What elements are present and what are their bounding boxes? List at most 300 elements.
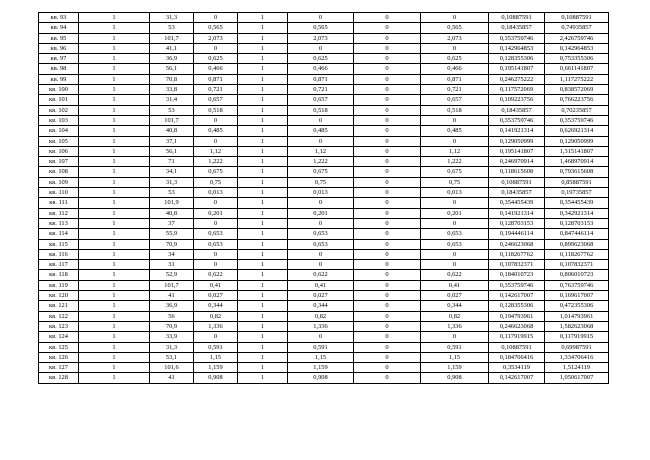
area-cell: 33,9 — [150, 332, 194, 342]
zero-cell: 0 — [354, 115, 421, 125]
zero-cell: 0 — [354, 239, 421, 249]
coef-cell: 1 — [238, 157, 288, 167]
value3-cell: 0 — [421, 218, 489, 228]
share-cell: 0,353759746 — [489, 33, 545, 43]
coef-cell: 1 — [238, 105, 288, 115]
table-row — [39, 229, 609, 239]
share-cell: 0,118267762 — [489, 249, 545, 259]
value3-cell: 0 — [421, 13, 489, 23]
value2-cell: 0,653 — [288, 239, 354, 249]
apartment-cell: кв. 122 — [39, 311, 79, 321]
share-cell: 0,195141807 — [489, 64, 545, 74]
share-cell: 0,3534119 — [489, 363, 545, 373]
coef-cell: 1 — [238, 167, 288, 177]
area-cell: 31,3 — [150, 342, 194, 352]
value2-cell: 0,657 — [288, 95, 354, 105]
value-cell: 0,027 — [194, 291, 238, 301]
table-row — [39, 321, 609, 331]
zero-cell: 0 — [354, 146, 421, 156]
value-cell: 0,82 — [194, 311, 238, 321]
area-cell: 37 — [150, 218, 194, 228]
coef-cell: 1 — [238, 218, 288, 228]
total-cell: 0,353759746 — [545, 115, 609, 125]
zero-cell: 0 — [354, 291, 421, 301]
total-cell: 0,10887591 — [545, 13, 609, 23]
zero-cell: 0 — [354, 321, 421, 331]
table-row — [39, 95, 609, 105]
total-cell: 0,129050999 — [545, 136, 609, 146]
value-cell: 0 — [194, 136, 238, 146]
apartment-cell: кв. 125 — [39, 342, 79, 352]
value2-cell: 0,622 — [288, 270, 354, 280]
value-cell: 1,159 — [194, 363, 238, 373]
area-cell: 41 — [150, 373, 194, 383]
value3-cell: 0,41 — [421, 280, 489, 290]
total-cell: 0,70235857 — [545, 105, 609, 115]
total-cell: 0,85887591 — [545, 177, 609, 187]
share-cell: 0,10887591 — [489, 13, 545, 23]
total-cell: 0,847446114 — [545, 229, 609, 239]
apartment-cell: кв. 99 — [39, 74, 79, 84]
zero-cell: 0 — [354, 177, 421, 187]
table-row — [39, 373, 609, 383]
value-cell: 1,222 — [194, 157, 238, 167]
count-cell: 1 — [79, 126, 150, 136]
value-cell: 0 — [194, 332, 238, 342]
value3-cell: 0,622 — [421, 270, 489, 280]
coef-cell: 1 — [238, 352, 288, 362]
coef-cell: 1 — [238, 13, 288, 23]
table-row — [39, 64, 609, 74]
value3-cell: 0,565 — [421, 23, 489, 33]
total-cell: 0,69987591 — [545, 342, 609, 352]
area-cell: 101,7 — [150, 115, 194, 125]
count-cell: 1 — [79, 136, 150, 146]
apartment-cell: кв. 106 — [39, 146, 79, 156]
value2-cell: 0 — [288, 260, 354, 270]
zero-cell: 0 — [354, 208, 421, 218]
share-cell: 0,194793961 — [489, 311, 545, 321]
apartment-cell: кв. 123 — [39, 321, 79, 331]
zero-cell: 0 — [354, 311, 421, 321]
coef-cell: 1 — [238, 23, 288, 33]
value-cell: 0 — [194, 218, 238, 228]
total-cell: 1,334706416 — [545, 352, 609, 362]
coef-cell: 1 — [238, 85, 288, 95]
value2-cell: 0 — [288, 249, 354, 259]
apartment-cell: кв. 117 — [39, 260, 79, 270]
zero-cell: 0 — [354, 373, 421, 383]
value3-cell: 0 — [421, 260, 489, 270]
zero-cell: 0 — [354, 95, 421, 105]
value3-cell: 0,344 — [421, 301, 489, 311]
apartment-cell: кв. 119 — [39, 280, 79, 290]
total-cell: 0,763759746 — [545, 280, 609, 290]
share-cell: 0,142617007 — [489, 291, 545, 301]
coef-cell: 1 — [238, 43, 288, 53]
zero-cell: 0 — [354, 74, 421, 84]
coef-cell: 1 — [238, 115, 288, 125]
apartment-cell: кв. 124 — [39, 332, 79, 342]
total-cell: 0,838572069 — [545, 85, 609, 95]
share-cell: 0,195141807 — [489, 146, 545, 156]
zero-cell: 0 — [354, 43, 421, 53]
count-cell: 1 — [79, 301, 150, 311]
total-cell: 0,107832371 — [545, 260, 609, 270]
value-cell: 0,625 — [194, 54, 238, 64]
count-cell: 1 — [79, 229, 150, 239]
value-cell: 0,565 — [194, 23, 238, 33]
area-cell: 31,3 — [150, 13, 194, 23]
value-cell: 1,336 — [194, 321, 238, 331]
coef-cell: 1 — [238, 373, 288, 383]
zero-cell: 0 — [354, 229, 421, 239]
apartment-cell: кв. 104 — [39, 126, 79, 136]
total-cell: 1,582623068 — [545, 321, 609, 331]
area-cell: 53 — [150, 188, 194, 198]
zero-cell: 0 — [354, 260, 421, 270]
value3-cell: 0,75 — [421, 177, 489, 187]
table-row — [39, 363, 609, 373]
count-cell: 1 — [79, 311, 150, 321]
coef-cell: 1 — [238, 249, 288, 259]
coef-cell: 1 — [238, 291, 288, 301]
table-row — [39, 74, 609, 84]
total-cell: 2,426759746 — [545, 33, 609, 43]
area-cell: 52,9 — [150, 270, 194, 280]
count-cell: 1 — [79, 74, 150, 84]
zero-cell: 0 — [354, 23, 421, 33]
share-cell: 0,117572069 — [489, 85, 545, 95]
value2-cell: 1,159 — [288, 363, 354, 373]
count-cell: 1 — [79, 146, 150, 156]
table-row — [39, 218, 609, 228]
apartment-cell: кв. 111 — [39, 198, 79, 208]
total-cell: 0,169617007 — [545, 291, 609, 301]
zero-cell: 0 — [354, 249, 421, 259]
zero-cell: 0 — [354, 363, 421, 373]
value3-cell: 0,625 — [421, 54, 489, 64]
count-cell: 1 — [79, 43, 150, 53]
area-cell: 53 — [150, 23, 194, 33]
area-cell: 56,1 — [150, 146, 194, 156]
share-cell: 0,184706416 — [489, 352, 545, 362]
zero-cell: 0 — [354, 301, 421, 311]
value2-cell: 0,201 — [288, 208, 354, 218]
total-cell: 1,5124119 — [545, 363, 609, 373]
share-cell: 0,142964853 — [489, 43, 545, 53]
value3-cell: 0,653 — [421, 229, 489, 239]
coef-cell: 1 — [238, 136, 288, 146]
value3-cell: 1,12 — [421, 146, 489, 156]
value3-cell: 0,201 — [421, 208, 489, 218]
apartment-cell: кв. 94 — [39, 23, 79, 33]
zero-cell: 0 — [354, 33, 421, 43]
table-row — [39, 33, 609, 43]
count-cell: 1 — [79, 239, 150, 249]
value-cell: 0,653 — [194, 229, 238, 239]
value3-cell: 0,485 — [421, 126, 489, 136]
value-cell: 0,75 — [194, 177, 238, 187]
value3-cell: 0 — [421, 136, 489, 146]
count-cell: 1 — [79, 188, 150, 198]
share-cell: 0,18435857 — [489, 188, 545, 198]
coef-cell: 1 — [238, 95, 288, 105]
area-cell: 55,9 — [150, 229, 194, 239]
apartment-cell: кв. 112 — [39, 208, 79, 218]
coef-cell: 1 — [238, 188, 288, 198]
value2-cell: 1,15 — [288, 352, 354, 362]
value2-cell: 0,675 — [288, 167, 354, 177]
total-cell: 1,117275222 — [545, 74, 609, 84]
apartment-cell: кв. 126 — [39, 352, 79, 362]
apartment-cell: кв. 102 — [39, 105, 79, 115]
coef-cell: 1 — [238, 33, 288, 43]
value2-cell: 0,75 — [288, 177, 354, 187]
value3-cell: 0 — [421, 43, 489, 53]
share-cell: 0,184010723 — [489, 270, 545, 280]
apartment-cell: кв. 113 — [39, 218, 79, 228]
value-cell: 0,485 — [194, 126, 238, 136]
value3-cell: 1,159 — [421, 363, 489, 373]
count-cell: 1 — [79, 342, 150, 352]
area-cell: 34 — [150, 249, 194, 259]
area-cell: 70,9 — [150, 321, 194, 331]
value2-cell: 0 — [288, 136, 354, 146]
apartment-cell: кв. 105 — [39, 136, 79, 146]
value2-cell: 0,721 — [288, 85, 354, 95]
area-cell: 101,7 — [150, 33, 194, 43]
value-cell: 0,653 — [194, 239, 238, 249]
table-row — [39, 208, 609, 218]
table-row — [39, 23, 609, 33]
area-cell: 101,7 — [150, 280, 194, 290]
share-cell: 0,246275222 — [489, 74, 545, 84]
table-row — [39, 136, 609, 146]
area-cell: 70,8 — [150, 74, 194, 84]
total-cell: 1,315141807 — [545, 146, 609, 156]
count-cell: 1 — [79, 208, 150, 218]
count-cell: 1 — [79, 54, 150, 64]
zero-cell: 0 — [354, 280, 421, 290]
table-row — [39, 177, 609, 187]
value3-cell: 2,073 — [421, 33, 489, 43]
value2-cell: 2,073 — [288, 33, 354, 43]
count-cell: 1 — [79, 13, 150, 23]
table-row — [39, 54, 609, 64]
zero-cell: 0 — [354, 270, 421, 280]
zero-cell: 0 — [354, 167, 421, 177]
value2-cell: 0,485 — [288, 126, 354, 136]
share-cell: 0,142617007 — [489, 373, 545, 383]
share-cell: 0,141921314 — [489, 208, 545, 218]
value-cell: 0,201 — [194, 208, 238, 218]
total-cell: 0,661141807 — [545, 64, 609, 74]
value-cell: 0,657 — [194, 95, 238, 105]
value3-cell: 0 — [421, 249, 489, 259]
total-cell: 0,117919915 — [545, 332, 609, 342]
total-cell: 0,753355306 — [545, 54, 609, 64]
table-row — [39, 167, 609, 177]
value2-cell: 0 — [288, 198, 354, 208]
area-cell: 40,8 — [150, 126, 194, 136]
value2-cell: 0 — [288, 115, 354, 125]
value2-cell: 0,027 — [288, 291, 354, 301]
table-body — [39, 13, 609, 384]
count-cell: 1 — [79, 249, 150, 259]
coef-cell: 1 — [238, 301, 288, 311]
data-table — [38, 12, 609, 384]
value2-cell: 0,871 — [288, 74, 354, 84]
count-cell: 1 — [79, 332, 150, 342]
table-row — [39, 239, 609, 249]
value-cell: 0 — [194, 43, 238, 53]
count-cell: 1 — [79, 198, 150, 208]
share-cell: 0,18435857 — [489, 105, 545, 115]
coef-cell: 1 — [238, 177, 288, 187]
value-cell: 0 — [194, 260, 238, 270]
count-cell: 1 — [79, 115, 150, 125]
area-cell: 56 — [150, 311, 194, 321]
table-row — [39, 301, 609, 311]
value3-cell: 0,518 — [421, 105, 489, 115]
zero-cell: 0 — [354, 342, 421, 352]
count-cell: 1 — [79, 218, 150, 228]
value-cell: 0,721 — [194, 85, 238, 95]
value-cell: 0,344 — [194, 301, 238, 311]
document-page — [38, 12, 608, 384]
share-cell: 0,246623068 — [489, 321, 545, 331]
total-cell: 0,899623068 — [545, 239, 609, 249]
table-row — [39, 85, 609, 95]
apartment-cell: кв. 97 — [39, 54, 79, 64]
value3-cell: 0,675 — [421, 167, 489, 177]
share-cell: 0,246970914 — [489, 157, 545, 167]
share-cell: 0,354455439 — [489, 198, 545, 208]
count-cell: 1 — [79, 23, 150, 33]
value-cell: 0,013 — [194, 188, 238, 198]
value2-cell: 0,625 — [288, 54, 354, 64]
area-cell: 101,6 — [150, 363, 194, 373]
coef-cell: 1 — [238, 64, 288, 74]
share-cell: 0,107832371 — [489, 260, 545, 270]
value-cell: 0 — [194, 198, 238, 208]
apartment-cell: кв. 100 — [39, 85, 79, 95]
value2-cell: 0,653 — [288, 229, 354, 239]
zero-cell: 0 — [354, 85, 421, 95]
table-row — [39, 280, 609, 290]
share-cell: 0,18435857 — [489, 23, 545, 33]
value2-cell: 0,518 — [288, 105, 354, 115]
total-cell: 1,050617007 — [545, 373, 609, 383]
value3-cell: 0,591 — [421, 342, 489, 352]
coef-cell: 1 — [238, 239, 288, 249]
value3-cell: 0,027 — [421, 291, 489, 301]
share-cell: 0,353759746 — [489, 115, 545, 125]
area-cell: 33,8 — [150, 85, 194, 95]
coef-cell: 1 — [238, 126, 288, 136]
apartment-cell: кв. 128 — [39, 373, 79, 383]
apartment-cell: кв. 127 — [39, 363, 79, 373]
apartment-cell: кв. 107 — [39, 157, 79, 167]
value2-cell: 1,12 — [288, 146, 354, 156]
total-cell: 0,342921314 — [545, 208, 609, 218]
area-cell: 41 — [150, 291, 194, 301]
value2-cell: 0 — [288, 332, 354, 342]
share-cell: 0,128355306 — [489, 54, 545, 64]
value-cell: 0,41 — [194, 280, 238, 290]
value3-cell: 0 — [421, 332, 489, 342]
total-cell: 0,472355306 — [545, 301, 609, 311]
count-cell: 1 — [79, 280, 150, 290]
zero-cell: 0 — [354, 352, 421, 362]
share-cell: 0,246623068 — [489, 239, 545, 249]
count-cell: 1 — [79, 167, 150, 177]
apartment-cell: кв. 98 — [39, 64, 79, 74]
count-cell: 1 — [79, 85, 150, 95]
value2-cell: 0,41 — [288, 280, 354, 290]
apartment-cell: кв. 95 — [39, 33, 79, 43]
value2-cell: 0,013 — [288, 188, 354, 198]
area-cell: 31,4 — [150, 95, 194, 105]
zero-cell: 0 — [354, 157, 421, 167]
coef-cell: 1 — [238, 260, 288, 270]
table-row — [39, 311, 609, 321]
count-cell: 1 — [79, 291, 150, 301]
apartment-cell: кв. 115 — [39, 239, 79, 249]
count-cell: 1 — [79, 157, 150, 167]
table-row — [39, 291, 609, 301]
value2-cell: 0 — [288, 43, 354, 53]
zero-cell: 0 — [354, 188, 421, 198]
value2-cell: 0,466 — [288, 64, 354, 74]
value3-cell: 0 — [421, 198, 489, 208]
value-cell: 0 — [194, 249, 238, 259]
total-cell: 0,128703153 — [545, 218, 609, 228]
value2-cell: 0 — [288, 218, 354, 228]
value-cell: 0 — [194, 115, 238, 125]
zero-cell: 0 — [354, 332, 421, 342]
zero-cell: 0 — [354, 198, 421, 208]
coef-cell: 1 — [238, 54, 288, 64]
count-cell: 1 — [79, 33, 150, 43]
area-cell: 101,9 — [150, 198, 194, 208]
total-cell: 0,793615608 — [545, 167, 609, 177]
apartment-cell: кв. 93 — [39, 13, 79, 23]
total-cell: 0,142964853 — [545, 43, 609, 53]
apartment-cell: кв. 118 — [39, 270, 79, 280]
area-cell: 53,1 — [150, 352, 194, 362]
count-cell: 1 — [79, 321, 150, 331]
table-row — [39, 157, 609, 167]
table-row — [39, 188, 609, 198]
value2-cell: 0,565 — [288, 23, 354, 33]
value-cell: 0,871 — [194, 74, 238, 84]
share-cell: 0,109223756 — [489, 95, 545, 105]
count-cell: 1 — [79, 352, 150, 362]
value-cell: 0,622 — [194, 270, 238, 280]
table-row — [39, 270, 609, 280]
value-cell: 2,073 — [194, 33, 238, 43]
value2-cell: 1,222 — [288, 157, 354, 167]
apartment-cell: кв. 101 — [39, 95, 79, 105]
zero-cell: 0 — [354, 64, 421, 74]
zero-cell: 0 — [354, 218, 421, 228]
apartment-cell: кв. 120 — [39, 291, 79, 301]
share-cell: 0,117919915 — [489, 332, 545, 342]
coef-cell: 1 — [238, 270, 288, 280]
area-cell: 70,9 — [150, 239, 194, 249]
